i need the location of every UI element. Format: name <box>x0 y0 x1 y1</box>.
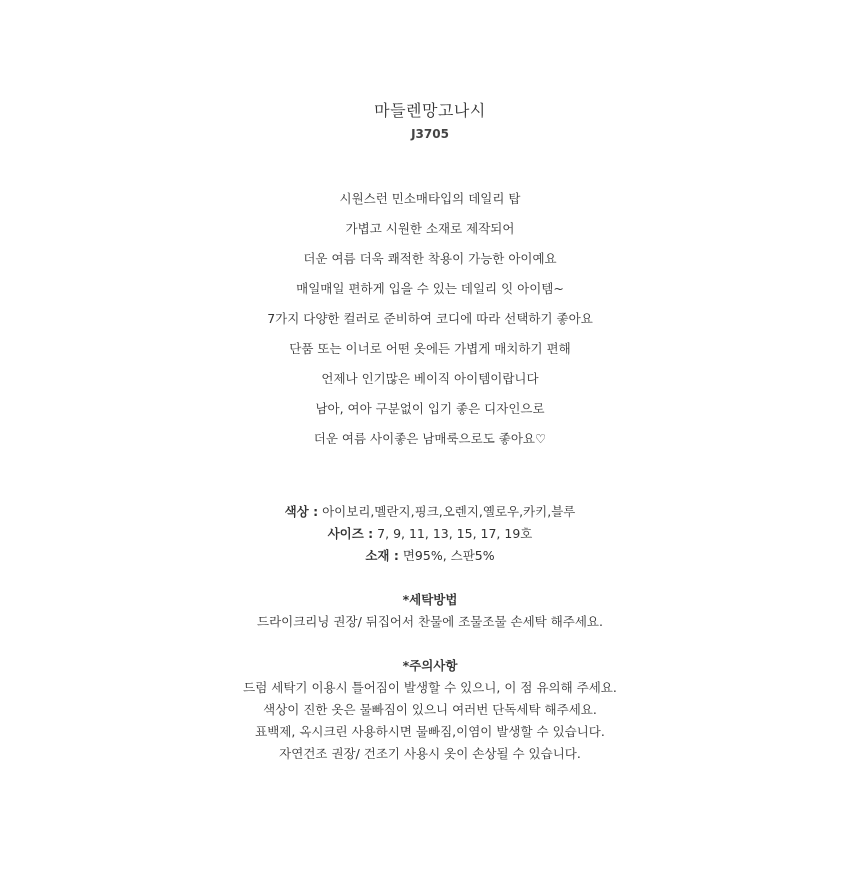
caution-heading: *주의사항 <box>402 658 458 673</box>
description-line: 시원스런 민소매타입의 데일리 탑 <box>339 191 521 206</box>
description-line: 언제나 인기많은 베이직 아이템이랍니다 <box>321 371 539 386</box>
spec-size-label: 사이즈 : <box>327 526 374 541</box>
caution-line: 색상이 진한 옷은 물빠짐이 있으니 여러번 단독세탁 해주세요. <box>263 702 597 717</box>
spec-fabric-label: 소재 : <box>365 548 399 563</box>
washing-text: 드라이크리닝 권장/ 뒤집어서 찬물에 조물조물 손세탁 해주세요. <box>257 614 603 629</box>
description-line: 더운 여름 더욱 쾌적한 착용이 가능한 아이예요 <box>303 251 557 266</box>
spec-size-value: 7, 9, 11, 13, 15, 17, 19호 <box>377 526 533 541</box>
washing-heading: *세탁방법 <box>402 592 458 607</box>
product-code: J3705 <box>411 127 449 141</box>
product-name: 마들렌망고나시 <box>374 101 486 120</box>
spec-color-value: 아이보리,멜란지,핑크,오렌지,옐로우,카키,블루 <box>322 504 576 519</box>
description-line: 남아, 여아 구분없이 입기 좋은 디자인으로 <box>315 401 545 416</box>
description-line: 더운 여름 사이좋은 남매룩으로도 좋아요♡ <box>313 431 547 446</box>
caution-line: 자연건조 권장/ 건조기 사용시 옷이 손상될 수 있습니다. <box>279 746 581 761</box>
caution-line: 드럼 세탁기 이용시 틀어짐이 발생할 수 있으니, 이 점 유의해 주세요. <box>243 680 617 695</box>
spec-size <box>0 524 860 542</box>
caution-line: 표백제, 옥시크린 사용하시면 물빠짐,이염이 발생할 수 있습니다. <box>255 724 605 739</box>
description-line: 단품 또는 이너로 어떤 옷에든 가볍게 매치하기 편해 <box>289 341 571 356</box>
spec-fabric-value: 면95%, 스판5% <box>402 548 495 563</box>
spec-color <box>0 502 860 520</box>
spec-fabric <box>0 546 860 564</box>
description-line: 매일매일 편하게 입을 수 있는 데일리 잇 아이템~ <box>296 281 564 296</box>
description-line: 7가지 다양한 컬러로 준비하여 코디에 따라 선택하기 좋아요 <box>267 311 593 326</box>
description-line: 가볍고 시원한 소재로 제작되어 <box>345 221 515 236</box>
spec-color-label: 색상 : <box>284 504 319 519</box>
